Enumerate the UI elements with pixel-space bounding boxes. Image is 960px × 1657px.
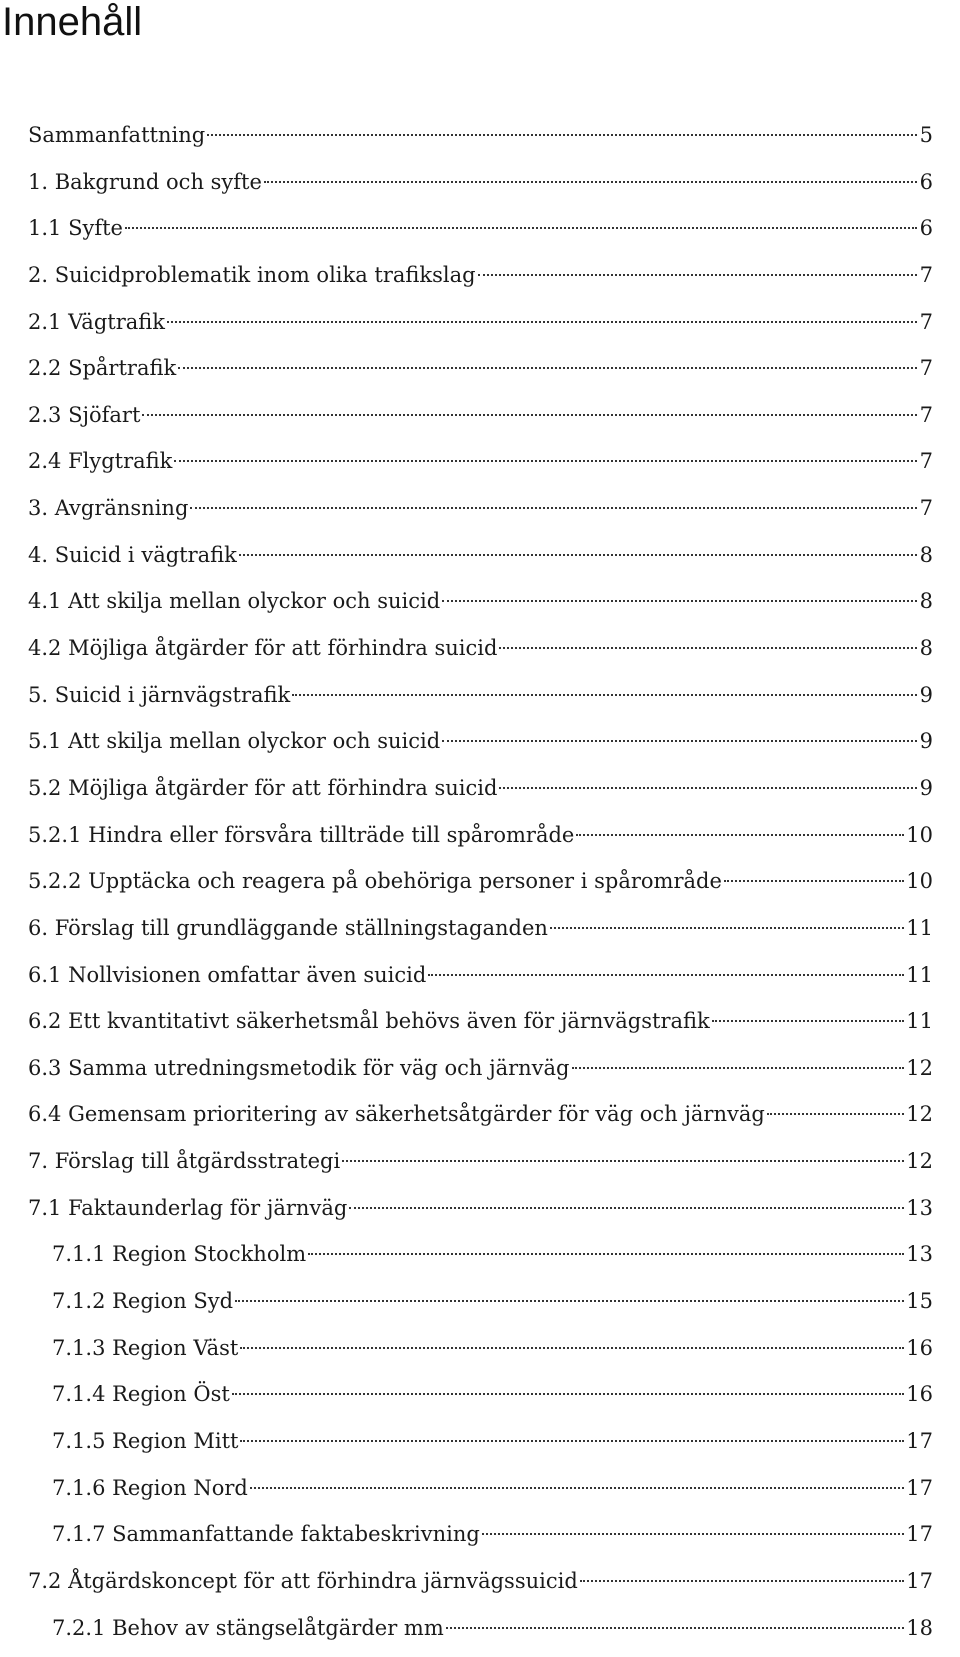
toc-entry-page-number: 17 (906, 1564, 933, 1598)
toc-entry-label: 6.2 Ett kvantitativt säkerhetsmål behövs även för järnvägstrafik (28, 1004, 710, 1038)
dot-leader (572, 1067, 905, 1069)
dot-leader (767, 1113, 904, 1115)
toc-entry[interactable] (28, 165, 933, 212)
toc-entry[interactable] (28, 118, 933, 165)
toc-entry[interactable] (28, 678, 933, 725)
dot-leader (576, 834, 904, 836)
toc-entry-page-number: 9 (919, 678, 933, 712)
dot-leader (240, 1440, 904, 1442)
dot-leader (580, 1580, 904, 1582)
toc-entry-page-number: 15 (906, 1284, 933, 1318)
toc-entry-page-number: 16 (906, 1331, 933, 1365)
toc-entry[interactable] (28, 818, 933, 865)
dot-leader (232, 1393, 904, 1395)
dot-leader (342, 1160, 904, 1162)
toc-entry-label: 3. Avgränsning (28, 491, 188, 525)
dot-leader (478, 274, 917, 276)
toc-entry-page-number: 9 (919, 771, 933, 805)
toc-entry[interactable] (28, 351, 933, 398)
toc-entry-page-number: 17 (906, 1517, 933, 1551)
toc-entry-label: 6.3 Samma utredningsmetodik för väg och järnväg (28, 1051, 570, 1085)
dot-leader (167, 321, 917, 323)
dot-leader (712, 1020, 905, 1022)
page-title: Innehåll (2, 0, 142, 48)
dot-leader (724, 880, 904, 882)
toc-entry[interactable] (28, 911, 933, 958)
toc-entry-page-number: 13 (906, 1191, 933, 1225)
toc-entry-label: 6. Förslag till grundläggande ställningstaganden (28, 911, 548, 945)
toc-entry-page-number: 8 (919, 584, 933, 618)
dot-leader (235, 1300, 904, 1302)
toc-entry-label: 5. Suicid i järnvägstrafik (28, 678, 290, 712)
toc-entry-page-number: 16 (906, 1377, 933, 1411)
toc-entry[interactable] (28, 631, 933, 678)
toc-entry[interactable] (28, 1097, 933, 1144)
toc-entry-page-number: 8 (919, 631, 933, 665)
toc-entry-label: 2.2 Spårtrafik (28, 351, 176, 385)
toc-entry[interactable] (28, 1284, 933, 1331)
toc-entry-label: 5.2.1 Hindra eller försvåra tillträde till spårområde (28, 818, 574, 852)
toc-entry[interactable] (28, 864, 933, 911)
dot-leader (174, 460, 917, 462)
toc-entry-page-number: 11 (906, 1004, 933, 1038)
toc-entry-page-number: 11 (906, 958, 933, 992)
toc-entry-label: 4.1 Att skilja mellan olyckor och suicid (28, 584, 440, 618)
toc-entry-label: 7.1.3 Region Väst (52, 1331, 238, 1365)
dot-leader (239, 554, 917, 556)
toc-entry-label: 7.1.1 Region Stockholm (52, 1237, 306, 1271)
toc-entry-page-number: 6 (919, 165, 933, 199)
dot-leader (428, 974, 904, 976)
toc-entry-page-number: 6 (919, 211, 933, 245)
dot-leader (308, 1253, 904, 1255)
toc-entry[interactable] (28, 1331, 933, 1378)
toc-entry-label: 7.1.4 Region Öst (52, 1377, 230, 1411)
toc-entry[interactable] (28, 305, 933, 352)
toc-entry-page-number: 7 (919, 444, 933, 478)
toc-entry-label: 4.2 Möjliga åtgärder för att förhindra suicid (28, 631, 497, 665)
toc-entry-label: 7.1.6 Region Nord (52, 1471, 248, 1505)
toc-entry[interactable] (28, 958, 933, 1005)
dot-leader (178, 367, 917, 369)
toc-entry[interactable] (28, 1377, 933, 1424)
toc-entry[interactable] (28, 444, 933, 491)
toc-entry-label: 7.1.7 Sammanfattande faktabeskrivning (52, 1517, 480, 1551)
dot-leader (499, 647, 917, 649)
dot-leader (264, 181, 917, 183)
toc-entry-label: 2.1 Vägtrafik (28, 305, 165, 339)
toc-entry-page-number: 12 (906, 1051, 933, 1085)
dot-leader (240, 1347, 904, 1349)
toc-entry-page-number: 12 (906, 1144, 933, 1178)
toc-entry-label: 4. Suicid i vägtrafik (28, 538, 237, 572)
toc-entry-label: 7. Förslag till åtgärdsstrategi (28, 1144, 340, 1178)
toc-entry[interactable] (28, 1517, 933, 1564)
toc-entry-label: 7.1 Faktaunderlag för järnväg (28, 1191, 347, 1225)
dot-leader (250, 1487, 904, 1489)
dot-leader (125, 227, 917, 229)
toc-entry[interactable] (28, 1051, 933, 1098)
toc-entry-page-number: 17 (906, 1471, 933, 1505)
toc-entry-label: 1. Bakgrund och syfte (28, 165, 262, 199)
dot-leader (207, 134, 917, 136)
toc-entry[interactable] (28, 724, 933, 771)
toc-entry-label: 6.1 Nollvisionen omfattar även suicid (28, 958, 426, 992)
toc-entry[interactable] (28, 1144, 933, 1191)
dot-leader (349, 1207, 904, 1209)
toc-entry[interactable] (28, 1004, 933, 1051)
toc-entry-page-number: 7 (919, 398, 933, 432)
toc-entry-page-number: 9 (919, 724, 933, 758)
table-of-contents (28, 118, 933, 1657)
toc-entry-page-number: 8 (919, 538, 933, 572)
toc-entry-page-number: 10 (906, 818, 933, 852)
toc-entry-page-number: 5 (919, 118, 933, 152)
toc-entry-page-number: 10 (906, 864, 933, 898)
dot-leader (550, 927, 904, 929)
dot-leader (482, 1533, 904, 1535)
toc-entry[interactable] (28, 211, 933, 258)
toc-entry[interactable] (28, 491, 933, 538)
toc-entry[interactable] (28, 1564, 933, 1611)
toc-entry[interactable] (28, 1471, 933, 1518)
toc-entry[interactable] (28, 1611, 933, 1657)
toc-entry-label: 5.2.2 Upptäcka och reagera på obehöriga personer i spårområde (28, 864, 722, 898)
toc-entry-page-number: 11 (906, 911, 933, 945)
toc-entry[interactable] (28, 538, 933, 585)
dot-leader (442, 600, 917, 602)
toc-entry-label: 7.2.1 Behov av stängselåtgärder mm (52, 1611, 444, 1645)
toc-entry-label: 6.4 Gemensam prioritering av säkerhetsåtgärder för väg och järnväg (28, 1097, 765, 1131)
toc-entry[interactable] (28, 584, 933, 631)
toc-entry-page-number: 7 (919, 491, 933, 525)
toc-entry-label: 5.2 Möjliga åtgärder för att förhindra suicid (28, 771, 497, 805)
toc-entry[interactable] (28, 398, 933, 445)
toc-entry-page-number: 7 (919, 305, 933, 339)
toc-entry-label: 7.1.2 Region Syd (52, 1284, 233, 1318)
toc-entry-label: 5.1 Att skilja mellan olyckor och suicid (28, 724, 440, 758)
toc-entry-page-number: 12 (906, 1097, 933, 1131)
toc-entry-label: 7.1.5 Region Mitt (52, 1424, 238, 1458)
toc-entry-page-number: 17 (906, 1424, 933, 1458)
toc-entry[interactable] (28, 1424, 933, 1471)
dot-leader (499, 787, 917, 789)
toc-entry-page-number: 7 (919, 351, 933, 385)
toc-entry-page-number: 13 (906, 1237, 933, 1271)
toc-entry-label: 2.3 Sjöfart (28, 398, 140, 432)
toc-entry[interactable] (28, 771, 933, 818)
dot-leader (142, 414, 917, 416)
dot-leader (190, 507, 917, 509)
toc-entry[interactable] (28, 1237, 933, 1284)
dot-leader (292, 694, 917, 696)
toc-entry-label: 2.4 Flygtrafik (28, 444, 172, 478)
toc-entry-label: 2. Suicidproblematik inom olika trafikslag (28, 258, 476, 292)
toc-entry[interactable] (28, 258, 933, 305)
toc-entry-label: 7.2 Åtgärdskoncept för att förhindra järnvägssuicid (28, 1564, 578, 1598)
toc-entry-label: Sammanfattning (28, 118, 205, 152)
toc-entry[interactable] (28, 1191, 933, 1238)
toc-entry-label: 1.1 Syfte (28, 211, 123, 245)
dot-leader (442, 740, 917, 742)
toc-entry-page-number: 18 (906, 1611, 933, 1645)
toc-entry-page-number: 7 (919, 258, 933, 292)
